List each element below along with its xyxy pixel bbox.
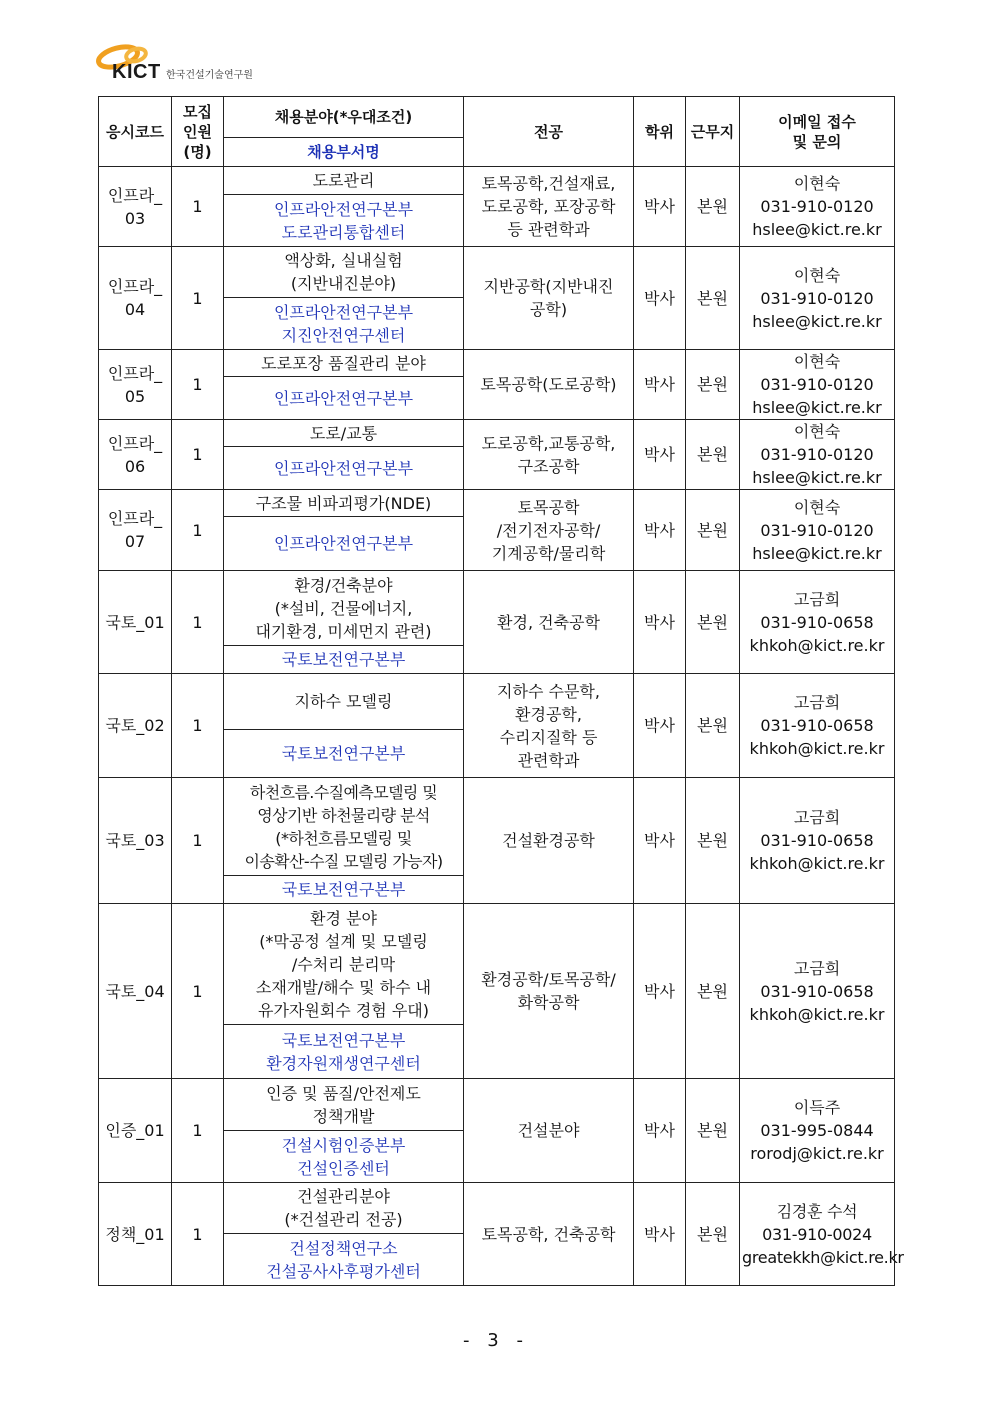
table-row: [99, 674, 895, 730]
code-cell: 국토_02: [99, 674, 172, 778]
header-major: 전공: [464, 97, 634, 167]
contact-cell: 고금희 031-910-0658 khkoh@kict.re.kr: [740, 904, 895, 1079]
dept-cell: 인프라안전연구본부: [224, 447, 464, 490]
header-field: 채용분야(*우대조건): [224, 97, 464, 138]
degree-cell: 박사: [634, 420, 686, 490]
field-cell: 도로포장 품질관리 분야: [224, 350, 464, 377]
major-cell: 환경공학/토목공학/ 화학공학: [464, 904, 634, 1079]
recruitment-table: [98, 96, 904, 1286]
major-cell: 건설분야: [464, 1079, 634, 1183]
degree-cell: 박사: [634, 904, 686, 1079]
code-cell: 국토_04: [99, 904, 172, 1079]
header-code: 응시코드: [99, 97, 172, 167]
degree-cell: 박사: [634, 778, 686, 904]
header-degree: 학위: [634, 97, 686, 167]
table-row: [99, 490, 895, 517]
location-cell: 본원: [686, 674, 740, 778]
location-cell: 본원: [686, 778, 740, 904]
field-cell: 도로관리: [224, 167, 464, 195]
contact-cell: 이현숙 031-910-0120 hslee@kict.re.kr: [740, 247, 895, 350]
code-cell: 인증_01: [99, 1079, 172, 1183]
location-cell: 본원: [686, 490, 740, 571]
location-cell: 본원: [686, 1183, 740, 1286]
contact-cell: 김경훈 수석 031-910-0024 greatekkh@kict.re.kr: [740, 1183, 895, 1286]
contact-cell: 이현숙 031-910-0120 hslee@kict.re.kr: [740, 350, 895, 420]
code-cell: 정책_01: [99, 1183, 172, 1286]
dept-cell: 건설정책연구소 건설공사사후평가센터: [224, 1234, 464, 1286]
location-cell: 본원: [686, 350, 740, 420]
major-cell: 토목공학, 건축공학: [464, 1183, 634, 1286]
count-cell: 1: [172, 247, 224, 350]
major-cell: 건설환경공학: [464, 778, 634, 904]
degree-cell: 박사: [634, 1079, 686, 1183]
logo-text: KICT: [112, 61, 161, 83]
header-dept: 채용부서명: [224, 138, 464, 167]
dept-cell: 국토보전연구본부: [224, 730, 464, 778]
major-cell: 토목공학,건설재료, 도로공학, 포장공학 등 관련학과: [464, 167, 634, 247]
dept-cell: 인프라안전연구본부: [224, 517, 464, 571]
count-cell: 1: [172, 904, 224, 1079]
degree-cell: 박사: [634, 674, 686, 778]
table-row: [99, 571, 895, 646]
field-cell: 건설관리분야 (*건설관리 전공): [224, 1183, 464, 1234]
field-cell: 지하수 모델링: [224, 674, 464, 730]
contact-cell: 이현숙 031-910-0120 hslee@kict.re.kr: [740, 490, 895, 571]
table-row: [99, 420, 895, 447]
code-cell: 인프라_ 06: [99, 420, 172, 490]
page-number: - 3 -: [463, 1330, 529, 1351]
field-cell: 인증 및 품질/안전제도 정책개발: [224, 1079, 464, 1131]
table-row: [99, 350, 895, 377]
table-row: [99, 778, 895, 876]
field-cell: 환경 분야 (*막공정 설계 및 모델링 /수처리 분리막 소재개발/해수 및 하수 내 유가자원회수 경험 우대): [224, 904, 464, 1025]
header-location: 근무지: [686, 97, 740, 167]
count-cell: 1: [172, 420, 224, 490]
dept-cell: 건설시험인증본부 건설인증센터: [224, 1131, 464, 1183]
dept-cell: 인프라안전연구본부 지진안전연구센터: [224, 298, 464, 350]
code-cell: 인프라_ 07: [99, 490, 172, 571]
field-cell: 구조물 비파괴평가(NDE): [224, 490, 464, 517]
dept-cell: 인프라안전연구본부 도로관리통합센터: [224, 195, 464, 247]
code-cell: 인프라_ 05: [99, 350, 172, 420]
code-cell: 국토_01: [99, 571, 172, 674]
degree-cell: 박사: [634, 1183, 686, 1286]
location-cell: 본원: [686, 247, 740, 350]
field-cell: 하천흐름.수질예측모델링 및 영상기반 하천물리량 분석 (*하천흐름모델링 및 이송확산-수질 모델링 가능자): [224, 778, 464, 876]
contact-cell: 이득주 031-995-0844 rorodj@kict.re.kr: [740, 1079, 895, 1183]
field-cell: 액상화, 실내실험 (지반내진분야): [224, 247, 464, 298]
location-cell: 본원: [686, 904, 740, 1079]
location-cell: 본원: [686, 1079, 740, 1183]
table-row: [99, 167, 895, 195]
dept-cell: 국토보전연구본부: [224, 646, 464, 674]
degree-cell: 박사: [634, 490, 686, 571]
count-cell: 1: [172, 674, 224, 778]
major-cell: 지하수 수문학, 환경공학, 수리지질학 등 관련학과: [464, 674, 634, 778]
location-cell: 본원: [686, 571, 740, 674]
table-row: [99, 247, 895, 298]
code-cell: 인프라_ 03: [99, 167, 172, 247]
header-count: 모집 인원 (명): [172, 97, 224, 167]
degree-cell: 박사: [634, 571, 686, 674]
table-row: [99, 1183, 895, 1234]
major-cell: 도로공학,교통공학, 구조공학: [464, 420, 634, 490]
contact-cell: 이현숙 031-910-0120 hslee@kict.re.kr: [740, 420, 895, 490]
degree-cell: 박사: [634, 167, 686, 247]
major-cell: 환경, 건축공학: [464, 571, 634, 674]
dept-cell: 인프라안전연구본부: [224, 377, 464, 420]
major-cell: 토목공학 /전기전자공학/ 기계공학/물리학: [464, 490, 634, 571]
dept-cell: 국토보전연구본부: [224, 876, 464, 904]
kict-logo: [96, 44, 316, 88]
major-cell: 토목공학(도로공학): [464, 350, 634, 420]
code-cell: 인프라_ 04: [99, 247, 172, 350]
count-cell: 1: [172, 778, 224, 904]
header-row: [99, 97, 895, 138]
contact-cell: 고금희 031-910-0658 khkoh@kict.re.kr: [740, 674, 895, 778]
count-cell: 1: [172, 1183, 224, 1286]
header-contact: 이메일 접수 및 문의: [740, 97, 895, 167]
location-cell: 본원: [686, 420, 740, 490]
contact-cell: 이현숙 031-910-0120 hslee@kict.re.kr: [740, 167, 895, 247]
count-cell: 1: [172, 571, 224, 674]
field-cell: 환경/건축분야 (*설비, 건물에너지, 대기환경, 미세먼지 관련): [224, 571, 464, 646]
code-cell: 국토_03: [99, 778, 172, 904]
table-row: [99, 904, 895, 1025]
table-row: [99, 1079, 895, 1131]
location-cell: 본원: [686, 167, 740, 247]
logo-subtitle: 한국건설기술연구원: [166, 70, 253, 81]
count-cell: 1: [172, 1079, 224, 1183]
count-cell: 1: [172, 490, 224, 571]
field-cell: 도로/교통: [224, 420, 464, 447]
count-cell: 1: [172, 167, 224, 247]
count-cell: 1: [172, 350, 224, 420]
contact-cell: 고금희 031-910-0658 khkoh@kict.re.kr: [740, 571, 895, 674]
degree-cell: 박사: [634, 247, 686, 350]
major-cell: 지반공학(지반내진 공학): [464, 247, 634, 350]
dept-cell: 국토보전연구본부 환경자원재생연구센터: [224, 1025, 464, 1079]
contact-cell: 고금희 031-910-0658 khkoh@kict.re.kr: [740, 778, 895, 904]
degree-cell: 박사: [634, 350, 686, 420]
